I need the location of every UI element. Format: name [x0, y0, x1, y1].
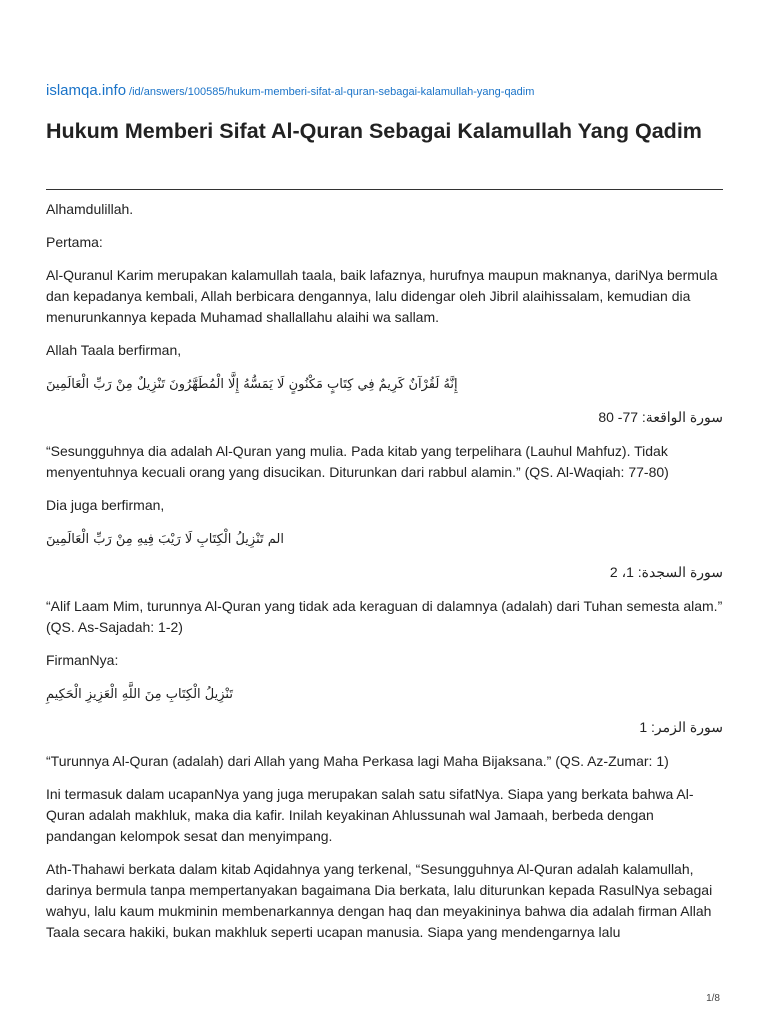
source-domain-link[interactable]: islamqa.info [46, 82, 127, 99]
paragraph-greeting: Alhamdulillah. [46, 201, 134, 217]
source-url[interactable] [46, 82, 534, 100]
verse-reference-waqiah: سورة الواقعة: 77- 80 [598, 409, 723, 425]
article-body [46, 199, 723, 955]
paragraph-first-heading: Pertama: [46, 234, 103, 250]
article-title: Hukum Memberi Sifat Al-Quran Sebagai Kalamullah Yang Qadim [46, 119, 702, 143]
paragraph-he-also-says: Dia juga berfirman, [46, 497, 165, 513]
paragraph-thahawi: Ath-Thahawi berkata dalam kitab Aqidahnya yang terkenal, “Sesungguhnya Al-Quran adalah kalamullah, darinya bermula tanpa mempertanyakan bagaimana Dia berkata, lalu diturunkan kepada RasulNya sebagai wahyu, lalu kaum mukminin membenarkannya dengan haq dan meyakininya bahwa dia adalah firman Allah Taala secara hakiki, bukan makhluk seperti ucapan manusia. Siapa yang mendengarnya lalu [46, 861, 713, 940]
paragraph-quran-definition: Al-Quranul Karim merupakan kalamullah taala, baik lafaznya, hurufnya maupun maknanya, dariNya bermula dan kepadanya kembali, Allah berbicara dengannya, lalu didengar oleh Jibril alaihissalam, kemudian dia menurunkannya kepada Muhamad shallallahu alaihi wa sallam. [46, 267, 718, 325]
arabic-verse-sajdah: الم تَنْزِيلُ الْكِتَابِ لَا رَيْبَ فِيهِ مِنْ رَبِّ الْعَالَمِينَ [46, 532, 284, 547]
arabic-verse-waqiah: إِنَّهُ لَقُرْآنٌ كَرِيمٌ فِي كِتَابٍ مَكْنُونٍ لَا يَمَسُّهُ إِلَّا الْمُطَهَّرُونَ تَنْزِيلٌ مِنْ رَبِّ الْعَالَمِينَ [46, 377, 458, 392]
verse-reference-sajdah: سورة السجدة: 1، 2 [609, 564, 723, 580]
translation-zumar: “Turunnya Al-Quran (adalah) dari Allah yang Maha Perkasa lagi Maha Bijaksana.” (QS. Az-Zumar: 1) [46, 753, 669, 769]
arabic-verse-zumar: تَنْزِيلُ الْكِتَابِ مِنَ اللَّهِ الْعَزِيزِ الْحَكِيمِ [46, 687, 233, 702]
paragraph-allah-says: Allah Taala berfirman, [46, 342, 182, 358]
translation-sajdah: “Alif Laam Mim, turunnya Al-Quran yang tidak ada keraguan di dalamnya (adalah) dari Tuhan semesta alam.” (QS. As-Sajadah: 1-2) [46, 598, 723, 635]
paragraph-his-words: FirmanNya: [46, 652, 119, 668]
translation-waqiah: “Sesungguhnya dia adalah Al-Quran yang mulia. Pada kitab yang terpelihara (Lauhul Mahfuz). Tidak menyentuhnya kecuali orang yang disucikan. Diturunkan dari rabbul alamin.” (QS. Al-Waqiah: 77-80) [46, 443, 669, 480]
source-path-link[interactable]: /id/answers/100585/hukum-memberi-sifat-al-quran-sebagai-kalamullah-yang-qadim [129, 86, 535, 98]
page-number: 1/8 [706, 993, 720, 1004]
paragraph-ahlussunah: Ini termasuk dalam ucapanNya yang juga merupakan salah satu sifatNya. Siapa yang berkata bahwa Al-Quran adalah makhluk, maka dia kafir. Inilah keyakinan Ahlussunah wal Jamaah, berbeda dengan pandangan kelompok sesat dan menyimpang. [46, 786, 694, 844]
verse-reference-zumar: سورة الزمر: 1 [639, 719, 723, 735]
title-divider [46, 189, 723, 190]
